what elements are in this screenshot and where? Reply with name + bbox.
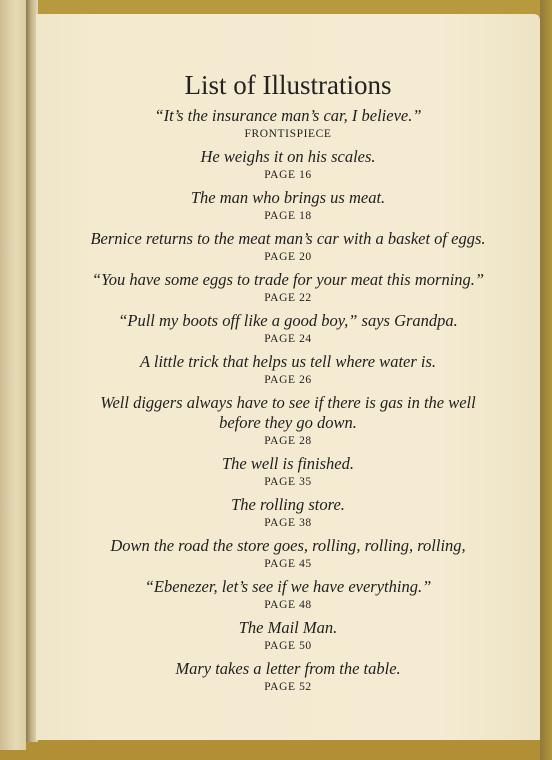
illustration-page-ref: PAGE 38 [264,517,312,529]
illustration-caption: The man who brings us meat. [190,188,386,207]
illustration-page-ref: PAGE 22 [264,292,312,304]
illustration-page-ref: PAGE 52 [264,681,312,693]
left-page-edge [0,0,26,750]
illustration-entry [36,106,540,142]
illustration-page-ref: PAGE 48 [264,599,312,611]
illustration-list [36,106,540,700]
illustration-page-ref: PAGE 18 [264,210,312,222]
illustration-entry [36,577,540,613]
illustration-entry [36,147,540,183]
book-cover-edge [0,738,552,760]
illustration-entry [36,229,540,265]
illustration-caption: The well is finished. [222,454,354,473]
illustration-caption: The Mail Man. [238,618,338,637]
illustration-page-ref: PAGE 20 [264,251,312,263]
illustration-page-ref: PAGE 16 [264,169,312,181]
illustration-caption: “Pull my boots off like a good boy,” says Grandpa. [118,311,458,330]
illustration-caption: He weighs it on his scales. [200,147,376,166]
illustration-entry [36,495,540,531]
illustration-caption: “Ebenezer, let’s see if we have everything.” [144,577,432,596]
illustration-page-ref: PAGE 24 [264,333,312,345]
illustration-entry [36,311,540,347]
illustration-page-ref: PAGE 50 [264,640,312,652]
illustration-page-ref: PAGE 28 [264,435,312,447]
illustration-entry [36,270,540,306]
illustration-caption: “It’s the insurance man’s car, I believe.” [154,106,422,125]
illustration-entry [36,536,540,572]
illustration-page-ref: PAGE 26 [264,374,312,386]
illustration-caption: The rolling store. [231,495,345,514]
illustration-entry [36,618,540,654]
illustration-caption: “You have some eggs to trade for your meat this morning.” [91,270,485,289]
illustration-caption: A little trick that helps us tell where water is. [139,352,437,371]
book-cover-right-edge [540,0,552,760]
illustration-entry [36,659,540,695]
illustration-entry [36,352,540,388]
page-title: List of Illustrations [184,70,392,100]
illustration-caption: Mary takes a letter from the table. [175,659,401,678]
illustration-page-ref: FRONTISPIECE [244,128,332,140]
illustration-entry [36,188,540,224]
illustration-entry [36,454,540,490]
illustration-caption: Bernice returns to the meat man’s car with a basket of eggs. [90,229,486,248]
illustration-caption: Well diggers always have to see if there is gas in the well before they go down. [100,393,476,432]
illustration-caption: Down the road the store goes, rolling, rolling, rolling, [110,536,466,555]
illustration-page-ref: PAGE 45 [264,558,312,570]
illustration-page-ref: PAGE 35 [264,476,312,488]
illustration-entry [36,393,540,449]
